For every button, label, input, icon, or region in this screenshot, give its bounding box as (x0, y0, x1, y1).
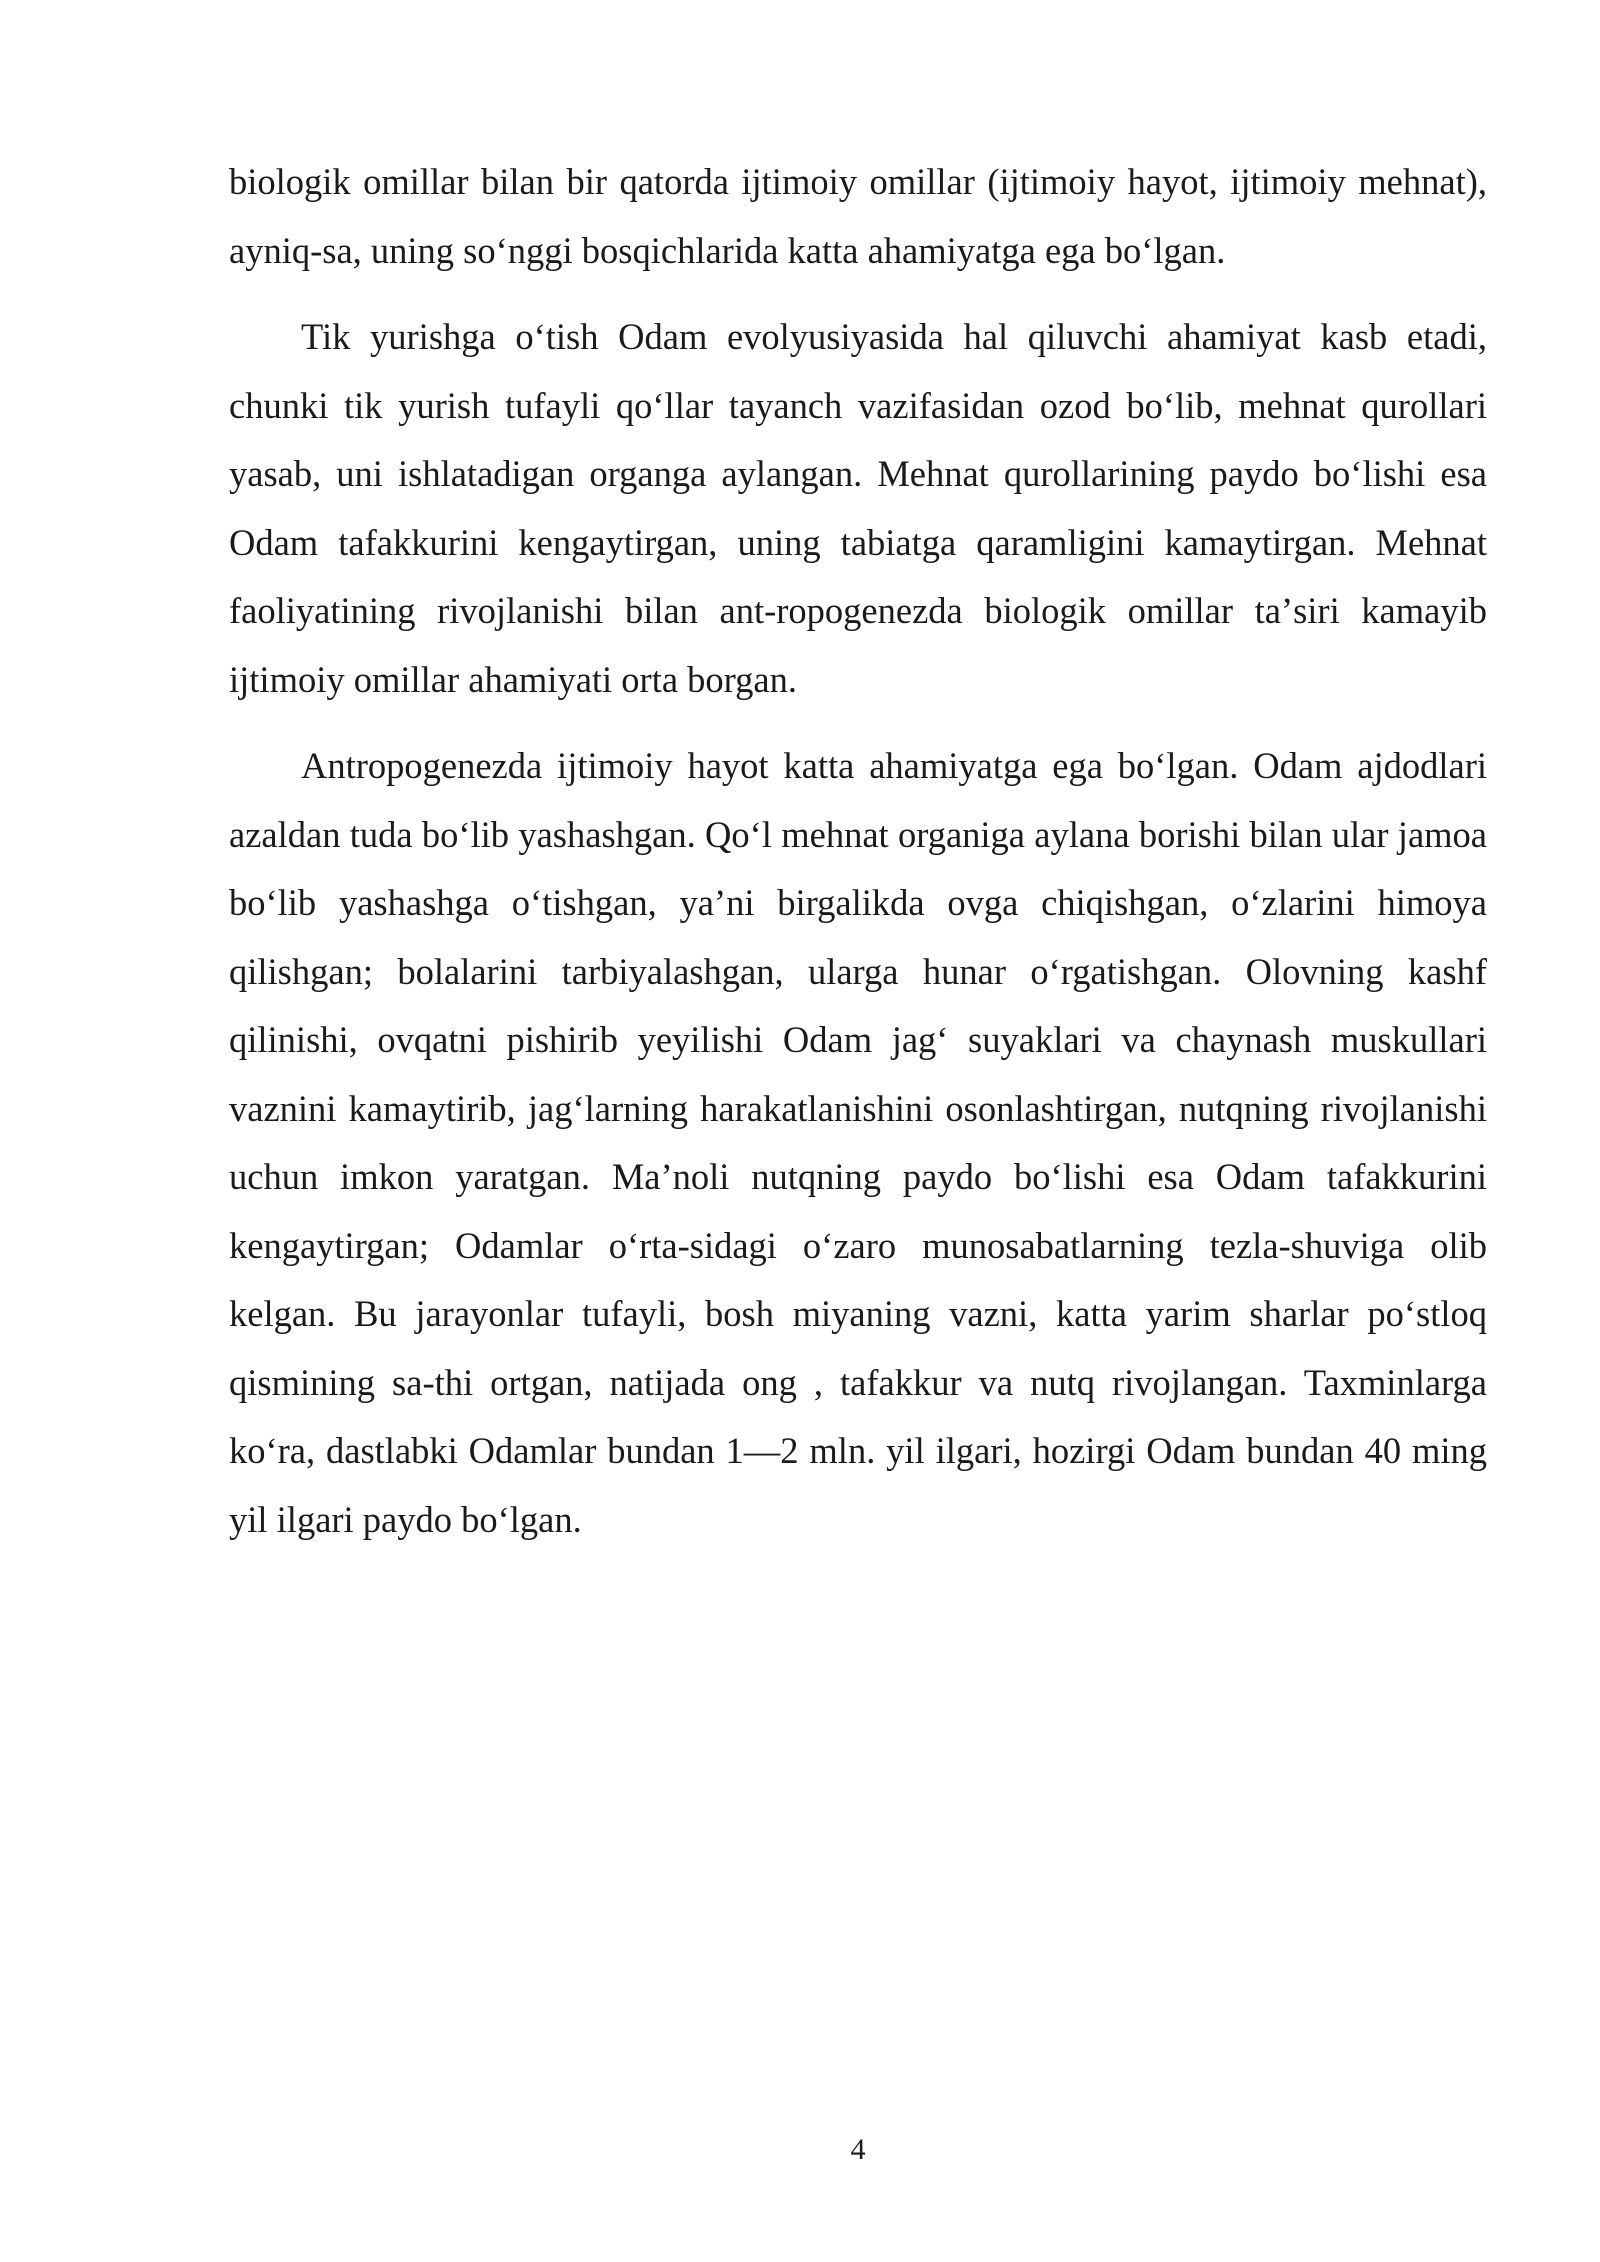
paragraph-upright-walking: Tik yurishga oʻtish Odam evolyusiyasida hal qiluvchi ahamiyat kasb etadi, chunki tik yurish tufayli qoʻllar tayanch vazifasidan ozod boʻlib, mehnat qurollari yasab, uni ishlatadigan organga aylangan. Mehnat qurollarining paydo boʻlishi esa Odam tafakkurini kengaytirgan, uning tabiatga qaramligini kamaytirgan. Mehnat faoliyatining rivojlanishi bilan ant-ropogenezda biologik omillar taʼsiri kamayib ijtimoiy omillar ahamiyati orta borgan. (229, 316, 1487, 700)
paragraph-social-life: Antropogenezda ijtimoiy hayot katta ahamiyatga ega boʻlgan. Odam ajdodlari azaldan tuda boʻlib yashashgan. Qoʻl mehnat organiga aylana borishi bilan ular jamoa boʻlib yashashga oʻtishgan, yaʼni birgalikda ovga chiqishgan, oʻzlarini himoya qilishgan; bolalarini tarbiyalashgan, ularga hunar oʻrgatishgan. Olovning kashf qilinishi, ovqatni pishirib yeyilishi Odam jagʻ suyaklari va chaynash muskullari vaznini kamaytirib, jagʻlarning harakatlanishini osonlashtirgan, nutqning rivojlanishi uchun imkon yaratgan. Maʼnoli nutqning paydo boʻlishi esa Odam tafakkurini kengaytirgan; Odamlar oʻrta-sidagi oʻzaro munosabatlarning tezla-shuviga olib kelgan. Bu jarayonlar tufayli, bosh miyaning vazni, katta yarim sharlar poʻstloq qismining sa-thi ortgan, natijada ong , tafakkur va nutq rivojlangan. Taxminlarga koʻra, dastlabki Odamlar bundan 1—2 mln. yil ilgari, hozirgi Odam bundan 40 ming yil ilgari paydo boʻlgan. (229, 745, 1487, 1540)
page-number: 4 (850, 2133, 866, 2166)
paragraph-continued: biologik omillar bilan bir qatorda ijtimoiy omillar (ijtimoiy hayot, ijtimoiy mehnat), ayniq-sa, uning soʻnggi bosqichlarida katta ahamiyatga ega boʻlgan. (229, 161, 1487, 271)
body-text (229, 148, 1487, 1572)
